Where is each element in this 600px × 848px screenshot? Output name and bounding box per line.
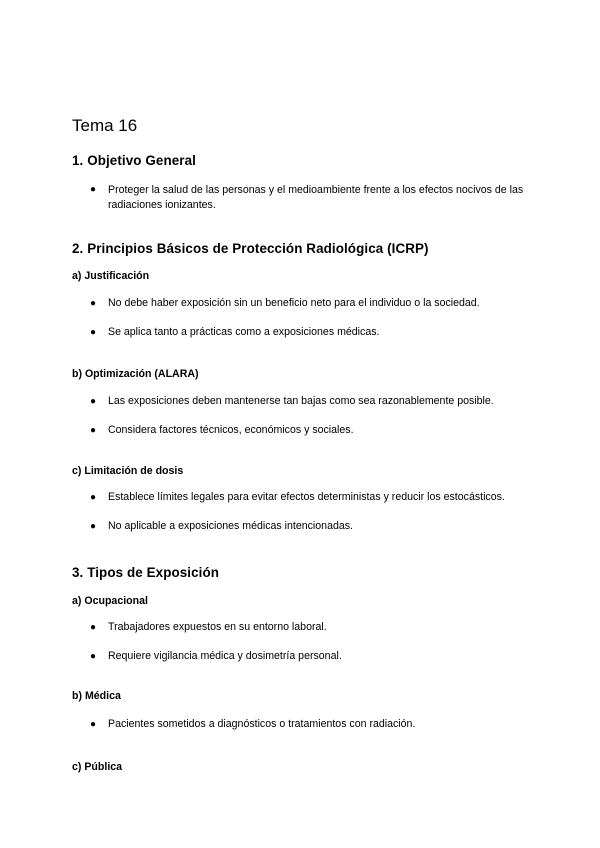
- bullet-icon: ●: [90, 719, 97, 730]
- list-item: Trabajadores expuestos en su entorno laboral.: [108, 621, 327, 633]
- section-heading-tipos: 3. Tipos de Exposición: [72, 565, 220, 580]
- bullet-icon: ●: [90, 327, 97, 338]
- subsection-heading-ocupacional: a) Ocupacional: [72, 595, 148, 607]
- bullet-icon: ●: [90, 492, 97, 503]
- bullet-icon: ●: [90, 425, 97, 436]
- bullet-icon: ●: [90, 622, 97, 633]
- subsection-heading-publica: c) Pública: [72, 761, 123, 773]
- bullet-icon: ●: [90, 521, 97, 532]
- subsection-heading-medica: b) Médica: [72, 690, 121, 702]
- section-heading-objetivo: 1. Objetivo General: [72, 153, 196, 168]
- list-item: Se aplica tanto a prácticas como a exposiciones médicas.: [108, 326, 380, 338]
- bullet-icon: ●: [90, 396, 97, 407]
- bullet-icon: ●: [90, 651, 97, 662]
- subsection-heading-limitacion: c) Limitación de dosis: [72, 465, 184, 477]
- document-title: Tema 16: [72, 116, 138, 135]
- subsection-heading-justificacion: a) Justificación: [72, 270, 150, 282]
- subsection-heading-optimizacion: b) Optimización (ALARA): [72, 368, 199, 380]
- list-item: No aplicable a exposiciones médicas intencionadas.: [108, 520, 353, 532]
- list-item: Las exposiciones deben mantenerse tan bajas como sea razonablemente posible.: [108, 395, 494, 407]
- list-item: Establece límites legales para evitar efectos deterministas y reducir los estocásticos.: [108, 491, 505, 503]
- list-item: Considera factores técnicos, económicos y sociales.: [108, 424, 354, 436]
- list-item: Pacientes sometidos a diagnósticos o tratamientos con radiación.: [108, 718, 416, 730]
- bullet-icon: ●: [90, 184, 97, 195]
- list-item: No debe haber exposición sin un beneficio neto para el individuo o la sociedad.: [108, 297, 480, 309]
- list-item: Proteger la salud de las personas y el medioambiente frente a los efectos nocivos de las radiaciones ionizantes.: [108, 184, 524, 211]
- bullet-icon: ●: [90, 298, 97, 309]
- section-heading-principios: 2. Principios Básicos de Protección Radiológica (ICRP): [72, 241, 429, 256]
- list-item: Requiere vigilancia médica y dosimetría personal.: [108, 650, 342, 662]
